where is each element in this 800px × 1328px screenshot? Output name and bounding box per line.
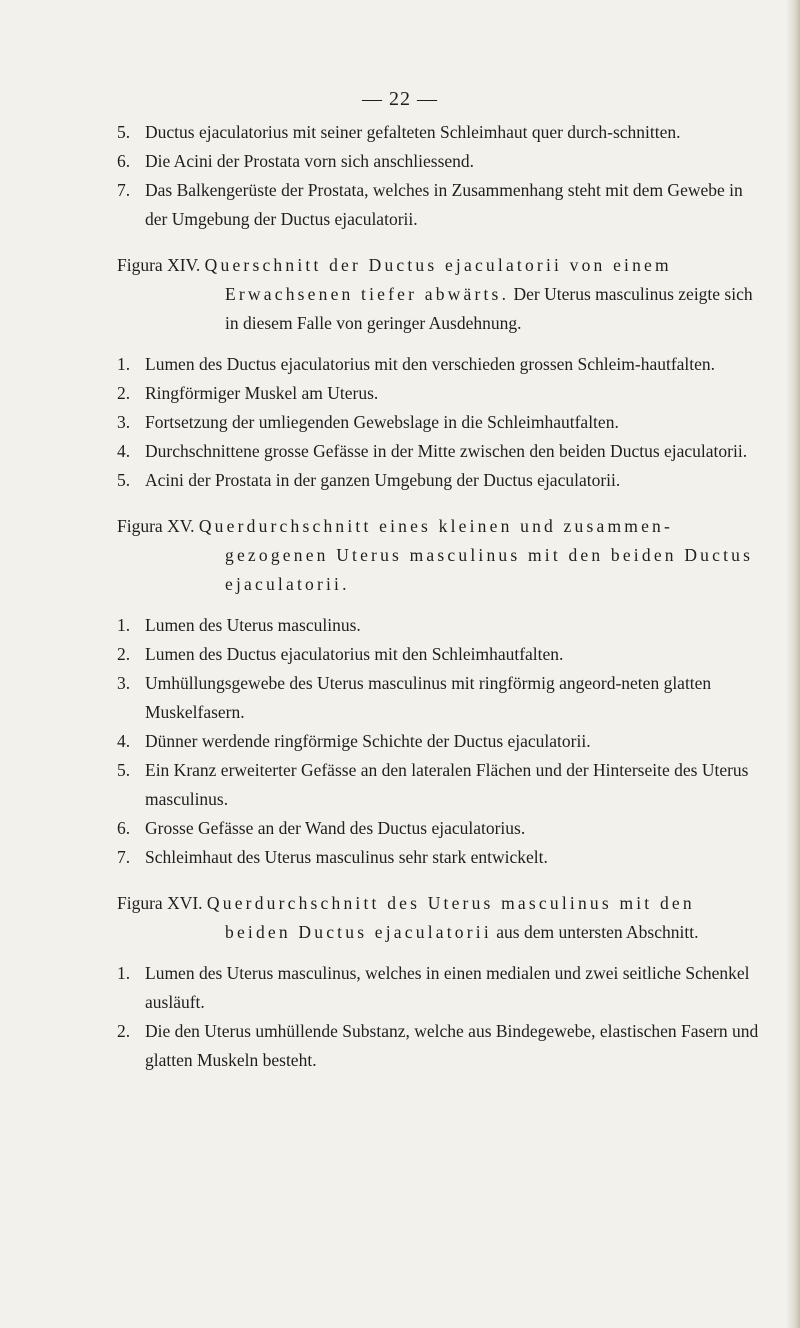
list-item [117, 379, 761, 408]
figure-title: Querdurchschnitt eines kleinen und zusammen-gezogenen Uterus masculinus mit den beiden Ductus ejaculatorii. [198, 516, 754, 594]
item-number: 4. [117, 441, 131, 461]
item-text: Acini der Prostata in der ganzen Umgebung der Ductus ejaculatorii. [145, 470, 621, 490]
item-text: Schleimhaut des Uterus masculinus sehr stark entwickelt. [145, 847, 548, 867]
list-item [117, 408, 761, 437]
figure-xiv-caption [117, 251, 761, 338]
figure-label: Figura XIV. [117, 255, 201, 275]
item-text: Dünner werdende ringförmige Schichte der Ductus ejaculatorii. [145, 731, 591, 751]
item-text: Lumen des Ductus ejaculatorius mit den verschieden grossen Schleim-hautfalten. [145, 354, 716, 374]
item-text: Fortsetzung der umliegenden Gewebslage in die Schleimhautfalten. [145, 412, 619, 432]
item-number: 5. [117, 470, 131, 490]
list-item [117, 1017, 761, 1075]
figure-xv-caption [117, 512, 761, 599]
item-number: 2. [117, 1021, 131, 1041]
item-text: Ein Kranz erweiterter Gefässe an den lateralen Flächen und der Hinterseite des Uterus masculinus. [145, 760, 749, 809]
figure-title: Querschnitt der Ductus ejaculatorii von einem Erwachsenen tiefer abwärts. [204, 255, 672, 304]
item-number: 5. [117, 760, 131, 780]
list-item [117, 959, 761, 1017]
page-body [117, 118, 761, 1075]
list-item [117, 350, 761, 379]
figure-xvi-list [117, 959, 761, 1075]
item-text: Die Acini der Prostata vorn sich anschliessend. [145, 151, 475, 171]
item-number: 3. [117, 673, 131, 693]
list-item [117, 756, 761, 814]
figure-xvi-caption [117, 889, 761, 947]
page-edge-shadow [786, 0, 800, 1328]
figure-label: Figura XVI. [117, 893, 203, 913]
item-text: Umhüllungsgewebe des Uterus masculinus mit ringförmig angeord-neten glatten Muskelfasern. [145, 673, 712, 722]
item-number: 2. [117, 644, 131, 664]
page-number: — 22 — [362, 88, 438, 110]
item-number: 1. [117, 354, 131, 374]
list-item [117, 437, 761, 466]
item-number: 1. [117, 963, 131, 983]
figure-xiv-list [117, 350, 761, 495]
item-number: 7. [117, 180, 131, 200]
list-item [117, 814, 761, 843]
list-item [117, 611, 761, 640]
item-number: 2. [117, 383, 131, 403]
figure-title-rest: aus dem untersten Abschnitt. [496, 922, 699, 942]
item-number: 1. [117, 615, 131, 635]
item-number: 3. [117, 412, 131, 432]
list-item [117, 843, 761, 872]
item-number: 7. [117, 847, 131, 867]
item-number: 4. [117, 731, 131, 751]
list-item [117, 466, 761, 495]
figure-xv-list [117, 611, 761, 872]
list-item [117, 727, 761, 756]
figure-label: Figura XV. [117, 516, 195, 536]
figure-title-rest: Der Uterus masculinus zeigte sich in diesem Falle von geringer Ausdehnung. [225, 284, 753, 333]
item-text: Ringförmiger Muskel am Uterus. [145, 383, 379, 403]
item-text: Lumen des Uterus masculinus, welches in einen medialen und zwei seitliche Schenkel ausläuft. [145, 963, 750, 1012]
item-text: Grosse Gefässe an der Wand des Ductus ejaculatorius. [145, 818, 526, 838]
item-text: Das Balkengerüste der Prostata, welches in Zusammenhang steht mit dem Gewebe in der Umgebung der Ductus ejaculatorii. [145, 180, 743, 229]
item-text: Ductus ejaculatorius mit seiner gefalteten Schleimhaut quer durch-schnitten. [145, 122, 681, 142]
item-text: Durchschnittene grosse Gefässe in der Mitte zwischen den beiden Ductus ejaculatorii. [145, 441, 748, 461]
intro-list [117, 118, 761, 234]
list-item [117, 669, 761, 727]
list-item [117, 176, 761, 234]
item-number: 6. [117, 151, 131, 171]
item-number: 5. [117, 122, 131, 142]
item-text: Die den Uterus umhüllende Substanz, welche aus Bindegewebe, elastischen Fasern und glatten Muskeln besteht. [145, 1021, 759, 1070]
list-item [117, 147, 761, 176]
list-item [117, 640, 761, 669]
figure-title: Querdurchschnitt des Uterus masculinus mit den beiden Ductus ejaculatorii [206, 893, 695, 942]
item-number: 6. [117, 818, 131, 838]
item-text: Lumen des Ductus ejaculatorius mit den Schleimhautfalten. [145, 644, 564, 664]
list-item [117, 118, 761, 147]
item-text: Lumen des Uterus masculinus. [145, 615, 361, 635]
